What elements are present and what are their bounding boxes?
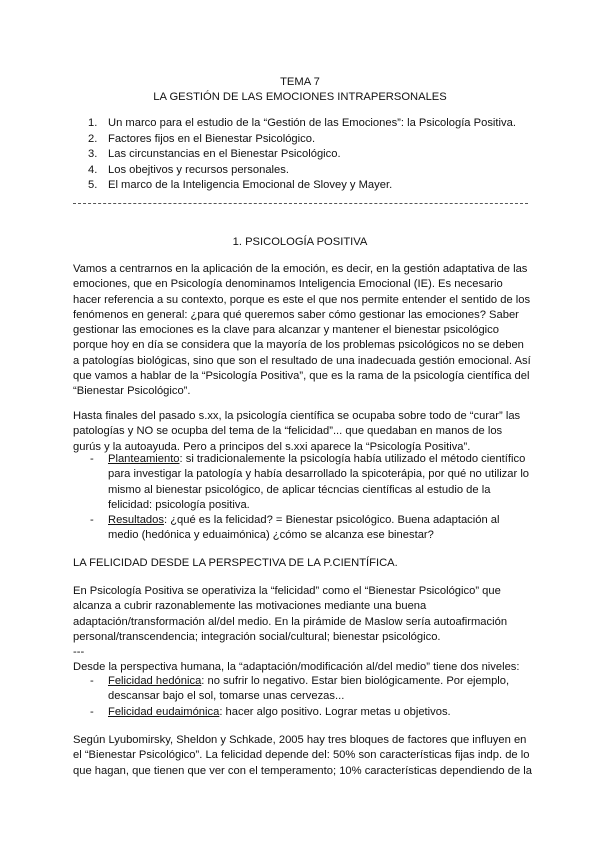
doc-title: TEMA 7 xyxy=(280,76,320,88)
bullet-text: : hacer algo positivo. Lograr metas u objetivos. xyxy=(219,705,451,718)
bullet-label: Resultados xyxy=(108,514,164,527)
bullet-label: Felicidad eudaimónica xyxy=(108,705,220,718)
bullet-list xyxy=(90,674,530,720)
list-item xyxy=(88,163,558,179)
separator-text: --- xyxy=(73,646,85,659)
index-list xyxy=(88,116,558,194)
paragraph-text: En Psicología Positiva se operativiza la “felicidad” como el “Bienestar Psicológico” que alcanza a cubrir razonablemente las motivaciones mediante una buena adaptación/transformación al/del medio. En la pirámide de Maslow sería autoafirmación personal/transcendencia; integración social/cultural; bienestar psicológico. xyxy=(73,585,508,643)
paragraph-text: Según Lyubomirsky, Sheldon y Schkade, 2005 hay tres bloques de factores que influyen en el “Bienestar Psicológico”. La felicidad depende del: 50% son características fijas indp. de lo que hagan, que tienen que ver con el temperamento; 10% características dependiendo de la xyxy=(73,734,532,777)
paragraph xyxy=(73,733,533,779)
list-text: Las circunstancias en el Bienestar Psicológico. xyxy=(108,148,341,160)
list-number: 2. xyxy=(88,132,98,145)
paragraph-text: Hasta finales del pasado s.xx, la psicología científica se ocupaba sobre todo de “curar” las patologías y NO se ocupba del tema de la “felicidad”... que quedaban en manos de los gurús y la autoayuda. Pero a principos del s.xxi aparece la “Psicología Positiva”. xyxy=(73,410,521,453)
paragraph xyxy=(73,409,533,455)
section-subheading xyxy=(73,556,533,571)
dashed-divider xyxy=(73,203,528,204)
list-item: - Planteamiento: si tradicionalemente la psicología había utilizado el método científico para investigar la patología y había desarrollado la spicoterápia, por qué no utilizar lo mismo al bienestar psicológico, de aplicar técncias científicas al estudio de la felicidad: psicología positiva. xyxy=(90,453,530,511)
section-heading: 1. PSICOLOGÍA POSITIVA xyxy=(232,236,368,248)
list-number: 3. xyxy=(88,148,98,160)
list-text: El marco de la Inteligencia Emocional de Slovey y Mayer. xyxy=(108,179,393,191)
bullet-text: : ¿qué es la felicidad? = Bienestar psicológico. Buena adaptación al medio (hedónica y eduaimónica) ¿cómo se alcanza ese binestar? xyxy=(108,514,500,542)
list-number: 1. xyxy=(88,117,98,129)
bullet-text: : si tradicionalemente la psicología había utilizado el método científico para investigar la patología y había desarrollado la spicoterápia, por qué no utilizar lo mismo al bienestar psicológico, de aplicar técncias científicas al estudio de la felicidad: psicología positiva. xyxy=(108,453,530,511)
list-item: - Resultados: ¿qué es la felicidad? = Bienestar psicológico. Buena adaptación al medio (hedónica y eduaimónica) ¿cómo se alcanza ese binestar? xyxy=(90,514,500,542)
subheading-text: LA FELICIDAD DESDE LA PERSPECTIVA DE LA P.CIENTÍFICA. xyxy=(73,557,398,569)
list-number: 4. xyxy=(88,163,98,176)
list-text: Los obejtivos y recursos personales. xyxy=(108,163,289,176)
list-text: Un marco para el estudio de la “Gestión de las Emociones”: la Psicología Positiva. xyxy=(108,117,516,129)
list-item: - Felicidad hedónica: no sufrir lo negativo. Estar bien biológicamente. Por ejemplo, descansar bajo el sol, tomarse unas cervezas... xyxy=(90,675,510,703)
list-item xyxy=(88,147,558,163)
list-item xyxy=(88,132,558,148)
list-text: Factores fijos en el Bienestar Psicológico. xyxy=(108,132,316,145)
list-number: 5. xyxy=(88,179,98,191)
list-item xyxy=(88,116,558,132)
paragraph-text: Desde la perspectiva humana, la “adaptación/modificación al/del medio” tiene dos niveles: xyxy=(73,661,520,674)
bullet-list xyxy=(90,452,530,544)
doc-subtitle: LA GESTIÓN DE LAS EMOCIONES INTRAPERSONALES xyxy=(153,91,447,103)
bullet-label: Felicidad hedónica xyxy=(108,675,202,687)
bullet-label: Planteamiento xyxy=(108,453,180,465)
bullet-text: : no sufrir lo negativo. Estar bien biológicamente. Por ejemplo, descansar bajo el sol, tomarse unas cervezas... xyxy=(108,675,510,703)
list-item: - Felicidad eudaimónica: hacer algo positivo. Lograr metas u objetivos. xyxy=(90,705,451,718)
paragraph xyxy=(73,584,533,676)
list-item xyxy=(88,178,558,194)
paragraph xyxy=(73,262,533,400)
paragraph-text: Vamos a centrarnos en la aplicación de la emoción, es decir, en la gestión adaptativa de las emociones, que en Psicología denominamos Inteligencia Emocional (IE). Es necesario hacer referencia a su contexto, porque es este el que nos permite entender el sentido de los fenómenos en general: ¿para qué queremos saber cómo gestionar las emociones? Saber gestionar las emociones es la clave para alcanzar y mantener el bienestar psicológico porque hoy en día se considera que la mayoría de los problemas psicológicos no se deben a patologías biológicas, sino que son el resultado de una inadecuada gestión emocional. Así que vamos a hablar de la “Psicología Positiva”, que es la rama de la psicología científica del “Bienestar Psicológico”. xyxy=(73,263,531,398)
